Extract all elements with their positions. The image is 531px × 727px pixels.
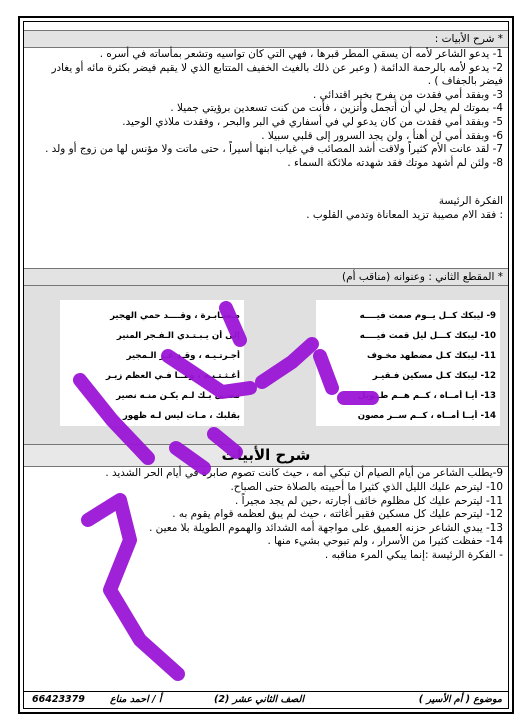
poem-left-column	[60, 300, 244, 426]
main-idea-label: الفكرة الرئيسة	[438, 195, 503, 208]
footer-grade: الصف الثاني عشر (2)	[214, 694, 305, 705]
section3-explanations	[24, 467, 508, 562]
section3-heading: شرح الأبيات	[24, 444, 508, 467]
explanation-line: 1- يدعو الشاعر لأمه أن يسقي المطر قبرها ، فهي التي كان تواسيه وتشعر بمأساته في أسره .	[99, 48, 503, 60]
section3-main-idea: - الفكرة الرئيسة :إنما يبكي المرء مناقبه .	[324, 548, 503, 561]
verse-first-half: 10- ليبكك كـــل ليل قمت فيــــه	[359, 331, 496, 342]
verse-second-half: إلى أن يـبـتـدي الـفـجر المنير	[116, 331, 240, 342]
verse-first-half: 11- ليبكك كـل مضطهد مخـوف	[367, 351, 496, 362]
footer-title: موضوع ( أم الأسير )	[418, 694, 502, 705]
page-footer	[24, 691, 508, 708]
worksheet-page	[18, 16, 514, 714]
verse-second-half: أجـرتـيـه ، وقـد عـز الـمجير	[126, 351, 240, 362]
verse-second-half: أغـثـتـيـه ، ومــا فـي العظم زيـر	[105, 371, 240, 382]
poem-right-column	[316, 300, 500, 426]
explanation-line: 11- ليترحم عليك كل مظلوم خائف أجارته ،حين لم يجد مجيراً .	[235, 494, 503, 507]
verse-second-half: مضـى بـك لـم يكـن منـه نصير	[116, 391, 240, 402]
explanation-line: 13- يبدي الشاعر حزنه العميق على مواجهة أمه الشدائد والهموم الطويلة بلا معين .	[149, 521, 503, 534]
explanation-line: 4- بموتك لم يحل لي أن أتجمل وأتزين ، فأنت من كنت تسعدين برؤيتي جميلا .	[170, 102, 503, 115]
verse-second-half: بقلبك ، مـات ليس لـه ظهور	[122, 411, 240, 422]
verse-first-half: 9- ليبكك كــل يــوم صمت فيــــه	[359, 311, 496, 322]
section2-title: * المقطع الثاني : وعنوانه (مناقب أم)	[24, 268, 508, 286]
explanation-line: 14- حفظت كثيرا من الأسرار ، ولم تبوحي بشيء منها .	[267, 535, 503, 548]
footer-phone: 66423379	[32, 694, 85, 705]
explanation-line: 2- يدعو لأمه بالرحمة الدائمة ( وعبر عن ذلك بالغيث الخفيف المتتابع الذي لا يقيم فيضر بكثرة مائه أو يغادر فيضر بالجفاف ) .	[51, 61, 503, 88]
verse-first-half: 12- ليبكك كـل مسكين فـقيـر	[372, 371, 496, 382]
explanation-line: 12- ليترحم عليك كل مسكين فقير أغاثته ، حيث لم يبق لعظمه قوام يقوم به .	[172, 508, 503, 521]
explanation-line: 7- لقد عانت الأم كثيراً ولاقت أشد المصائب في غياب ابنها أسيراً ، حتى ماتت ولا مؤنس لها من زوج أو ولد .	[45, 143, 503, 156]
explanation-line: 6- وبفقد أمي لن أهنأ ، ولن يجد السرور إلى قلبي سبيلا .	[261, 129, 503, 142]
verse-second-half: مـصـابـرة ، وقــــد حمي الهجير	[110, 311, 240, 322]
main-idea-text: : فقد الام مصيبة تزيد المعاناة وتدمي القلوب .	[306, 209, 503, 222]
footer-author: أ / احمد مناع	[110, 694, 162, 705]
verse-first-half: 14- أيــا أمــاه ، كــم ســر مصون	[357, 411, 496, 422]
explanation-line: 3- وبفقد أمي فقدت من يفرح بخير اقتدائي .	[313, 88, 503, 101]
page-inner-border	[23, 21, 509, 709]
explanation-line: 9-يطلب الشاعر من أيام الصيام أن تبكي أمه ، حيث كانت تصوم صابرة في أيام الحر الشديد .	[105, 467, 503, 480]
explanation-line: 5- وبفقد أمي فقدت من كان يدعو لي في أسفاري في البر والبحر ، وفقدت ملاذي الوحيد.	[122, 115, 503, 128]
verse-first-half: 13- أيـا أمــاه ، كــم هــم طــويل	[358, 391, 496, 402]
poem-box	[24, 286, 508, 444]
explanation-line: 10- ليترحم عليك الليل الذي كثيرا ما أحييته بالصلاة حتى الصباح.	[230, 480, 503, 493]
section1-title: * شرح الأبيات :	[24, 30, 508, 48]
explanation-line: 8- ولئن لم أشهد موتك فقد شهدته ملائكة السماء .	[287, 156, 503, 169]
section1-explanations	[24, 48, 508, 170]
